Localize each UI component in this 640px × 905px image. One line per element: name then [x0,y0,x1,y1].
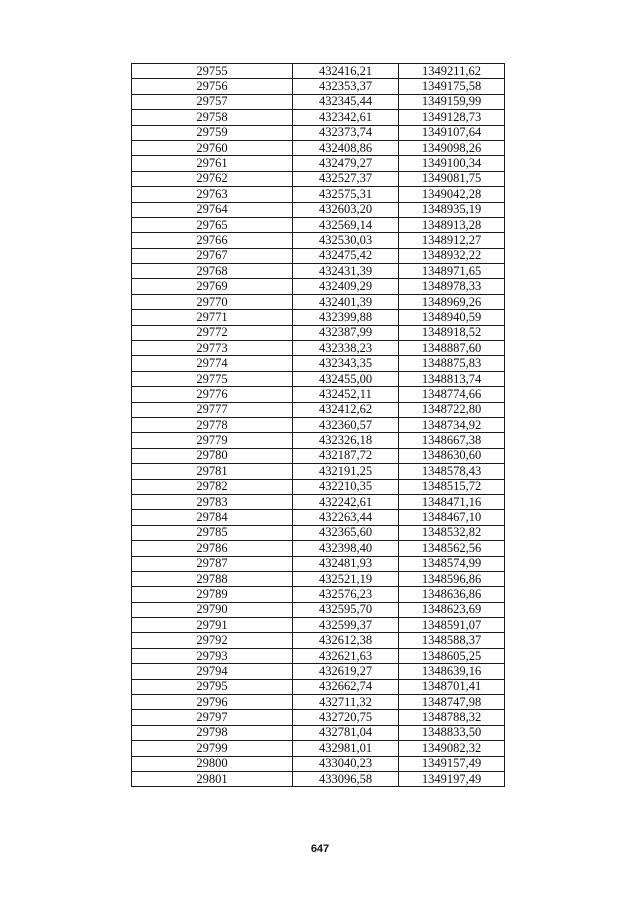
point-number-cell: 29781 [132,464,293,479]
table-row [132,756,505,771]
point-number-cell: 29762 [132,171,293,186]
y-coordinate-cell: 1348969,26 [399,294,505,309]
point-number-cell: 29779 [132,433,293,448]
point-number-cell: 29784 [132,510,293,525]
point-number-cell: 29794 [132,664,293,679]
point-number-cell: 29780 [132,448,293,463]
point-number-cell: 29755 [132,64,293,79]
x-coordinate-cell: 432242,61 [293,494,399,509]
table-row [132,494,505,509]
point-number-cell: 29773 [132,341,293,356]
point-number-cell: 29799 [132,741,293,756]
y-coordinate-cell: 1348515,72 [399,479,505,494]
y-coordinate-cell: 1349157,49 [399,756,505,771]
y-coordinate-cell: 1349175,58 [399,79,505,94]
point-number-cell: 29772 [132,325,293,340]
point-number-cell: 29787 [132,556,293,571]
table-row [132,402,505,417]
page-number: 647 [310,843,330,855]
point-number-cell: 29769 [132,279,293,294]
table-row [132,387,505,402]
table-row [132,571,505,586]
x-coordinate-cell: 432373,74 [293,125,399,140]
x-coordinate-cell: 432612,38 [293,633,399,648]
y-coordinate-cell: 1349081,75 [399,171,505,186]
y-coordinate-cell: 1349082,32 [399,741,505,756]
table-row [132,371,505,386]
x-coordinate-cell: 432398,40 [293,541,399,556]
point-number-cell: 29797 [132,710,293,725]
point-number-cell: 29795 [132,679,293,694]
table-row [132,541,505,556]
point-number-cell: 29764 [132,202,293,217]
table-row [132,217,505,232]
y-coordinate-cell: 1349100,34 [399,156,505,171]
point-number-cell: 29790 [132,602,293,617]
table-row [132,325,505,340]
table-row [132,264,505,279]
x-coordinate-cell: 432603,20 [293,202,399,217]
x-coordinate-cell: 432455,00 [293,371,399,386]
x-coordinate-cell: 432187,72 [293,448,399,463]
y-coordinate-cell: 1348467,10 [399,510,505,525]
point-number-cell: 29760 [132,140,293,155]
x-coordinate-cell: 432619,27 [293,664,399,679]
x-coordinate-cell: 432342,61 [293,110,399,125]
point-number-cell: 29791 [132,618,293,633]
y-coordinate-cell: 1349042,28 [399,187,505,202]
table-row [132,510,505,525]
table-row [132,618,505,633]
x-coordinate-cell: 433096,58 [293,771,399,786]
y-coordinate-cell: 1348605,25 [399,648,505,663]
y-coordinate-cell: 1348978,33 [399,279,505,294]
x-coordinate-cell: 432595,70 [293,602,399,617]
x-coordinate-cell: 433040,23 [293,756,399,771]
table-row [132,79,505,94]
coordinates-table [131,63,505,787]
table-row [132,587,505,602]
table-row [132,356,505,371]
point-number-cell: 29759 [132,125,293,140]
table-row [132,171,505,186]
point-number-cell: 29776 [132,387,293,402]
table-row [132,94,505,109]
table-row [132,233,505,248]
y-coordinate-cell: 1348935,19 [399,202,505,217]
x-coordinate-cell: 432387,99 [293,325,399,340]
table-row [132,187,505,202]
y-coordinate-cell: 1348667,38 [399,433,505,448]
y-coordinate-cell: 1348596,86 [399,571,505,586]
coordinates-table-body [132,64,505,787]
x-coordinate-cell: 432353,37 [293,79,399,94]
x-coordinate-cell: 432412,62 [293,402,399,417]
x-coordinate-cell: 432452,11 [293,387,399,402]
table-row [132,710,505,725]
x-coordinate-cell: 432399,88 [293,310,399,325]
table-row [132,140,505,155]
point-number-cell: 29789 [132,587,293,602]
y-coordinate-cell: 1348875,83 [399,356,505,371]
table-row [132,648,505,663]
table-row [132,156,505,171]
y-coordinate-cell: 1349159,99 [399,94,505,109]
point-number-cell: 29768 [132,264,293,279]
table-row [132,310,505,325]
point-number-cell: 29800 [132,756,293,771]
table-row [132,633,505,648]
y-coordinate-cell: 1348913,28 [399,217,505,232]
point-number-cell: 29777 [132,402,293,417]
x-coordinate-cell: 432781,04 [293,725,399,740]
y-coordinate-cell: 1348774,66 [399,387,505,402]
y-coordinate-cell: 1348912,27 [399,233,505,248]
y-coordinate-cell: 1348591,07 [399,618,505,633]
point-number-cell: 29798 [132,725,293,740]
table-row [132,725,505,740]
x-coordinate-cell: 432409,29 [293,279,399,294]
y-coordinate-cell: 1348574,99 [399,556,505,571]
x-coordinate-cell: 432401,39 [293,294,399,309]
y-coordinate-cell: 1348918,52 [399,325,505,340]
table-row [132,417,505,432]
x-coordinate-cell: 432711,32 [293,695,399,710]
table-row [132,556,505,571]
y-coordinate-cell: 1348578,43 [399,464,505,479]
point-number-cell: 29778 [132,417,293,432]
x-coordinate-cell: 432530,03 [293,233,399,248]
point-number-cell: 29763 [132,187,293,202]
point-number-cell: 29774 [132,356,293,371]
y-coordinate-cell: 1348813,74 [399,371,505,386]
x-coordinate-cell: 432343,35 [293,356,399,371]
point-number-cell: 29766 [132,233,293,248]
y-coordinate-cell: 1349128,73 [399,110,505,125]
point-number-cell: 29765 [132,217,293,232]
y-coordinate-cell: 1348722,80 [399,402,505,417]
table-row [132,602,505,617]
y-coordinate-cell: 1348887,60 [399,341,505,356]
point-number-cell: 29782 [132,479,293,494]
y-coordinate-cell: 1348734,92 [399,417,505,432]
point-number-cell: 29792 [132,633,293,648]
table-row [132,433,505,448]
table-row [132,279,505,294]
table-row [132,741,505,756]
point-number-cell: 29796 [132,695,293,710]
x-coordinate-cell: 432431,39 [293,264,399,279]
x-coordinate-cell: 432210,35 [293,479,399,494]
point-number-cell: 29756 [132,79,293,94]
y-coordinate-cell: 1348636,86 [399,587,505,602]
point-number-cell: 29770 [132,294,293,309]
y-coordinate-cell: 1348588,37 [399,633,505,648]
x-coordinate-cell: 432576,23 [293,587,399,602]
y-coordinate-cell: 1348701,41 [399,679,505,694]
x-coordinate-cell: 432521,19 [293,571,399,586]
x-coordinate-cell: 432475,42 [293,248,399,263]
point-number-cell: 29757 [132,94,293,109]
x-coordinate-cell: 432360,57 [293,417,399,432]
x-coordinate-cell: 432720,75 [293,710,399,725]
x-coordinate-cell: 432345,44 [293,94,399,109]
y-coordinate-cell: 1348471,16 [399,494,505,509]
table-row [132,110,505,125]
x-coordinate-cell: 432481,93 [293,556,399,571]
x-coordinate-cell: 432263,44 [293,510,399,525]
x-coordinate-cell: 432338,23 [293,341,399,356]
table-row [132,771,505,786]
x-coordinate-cell: 432575,31 [293,187,399,202]
table-row [132,479,505,494]
table-row [132,125,505,140]
point-number-cell: 29767 [132,248,293,263]
x-coordinate-cell: 432365,60 [293,525,399,540]
y-coordinate-cell: 1348971,65 [399,264,505,279]
x-coordinate-cell: 432662,74 [293,679,399,694]
point-number-cell: 29786 [132,541,293,556]
point-number-cell: 29771 [132,310,293,325]
point-number-cell: 29793 [132,648,293,663]
y-coordinate-cell: 1348532,82 [399,525,505,540]
x-coordinate-cell: 432326,18 [293,433,399,448]
point-number-cell: 29788 [132,571,293,586]
y-coordinate-cell: 1349211,62 [399,64,505,79]
table-row [132,679,505,694]
point-number-cell: 29785 [132,525,293,540]
y-coordinate-cell: 1349197,49 [399,771,505,786]
y-coordinate-cell: 1348562,56 [399,541,505,556]
y-coordinate-cell: 1348623,69 [399,602,505,617]
table-row [132,525,505,540]
point-number-cell: 29775 [132,371,293,386]
y-coordinate-cell: 1348940,59 [399,310,505,325]
x-coordinate-cell: 432416,21 [293,64,399,79]
x-coordinate-cell: 432191,25 [293,464,399,479]
point-number-cell: 29761 [132,156,293,171]
y-coordinate-cell: 1348630,60 [399,448,505,463]
y-coordinate-cell: 1348639,16 [399,664,505,679]
x-coordinate-cell: 432621,63 [293,648,399,663]
table-row [132,664,505,679]
table-row [132,464,505,479]
y-coordinate-cell: 1349107,64 [399,125,505,140]
x-coordinate-cell: 432479,27 [293,156,399,171]
point-number-cell: 29801 [132,771,293,786]
y-coordinate-cell: 1348747,98 [399,695,505,710]
table-row [132,294,505,309]
x-coordinate-cell: 432599,37 [293,618,399,633]
x-coordinate-cell: 432527,37 [293,171,399,186]
x-coordinate-cell: 432408,86 [293,140,399,155]
table-row [132,341,505,356]
point-number-cell: 29758 [132,110,293,125]
table-row [132,448,505,463]
x-coordinate-cell: 432569,14 [293,217,399,232]
table-row [132,202,505,217]
table-row [132,64,505,79]
y-coordinate-cell: 1349098,26 [399,140,505,155]
x-coordinate-cell: 432981,01 [293,741,399,756]
y-coordinate-cell: 1348833,50 [399,725,505,740]
y-coordinate-cell: 1348932,22 [399,248,505,263]
table-row [132,695,505,710]
y-coordinate-cell: 1348788,32 [399,710,505,725]
table-row [132,248,505,263]
point-number-cell: 29783 [132,494,293,509]
